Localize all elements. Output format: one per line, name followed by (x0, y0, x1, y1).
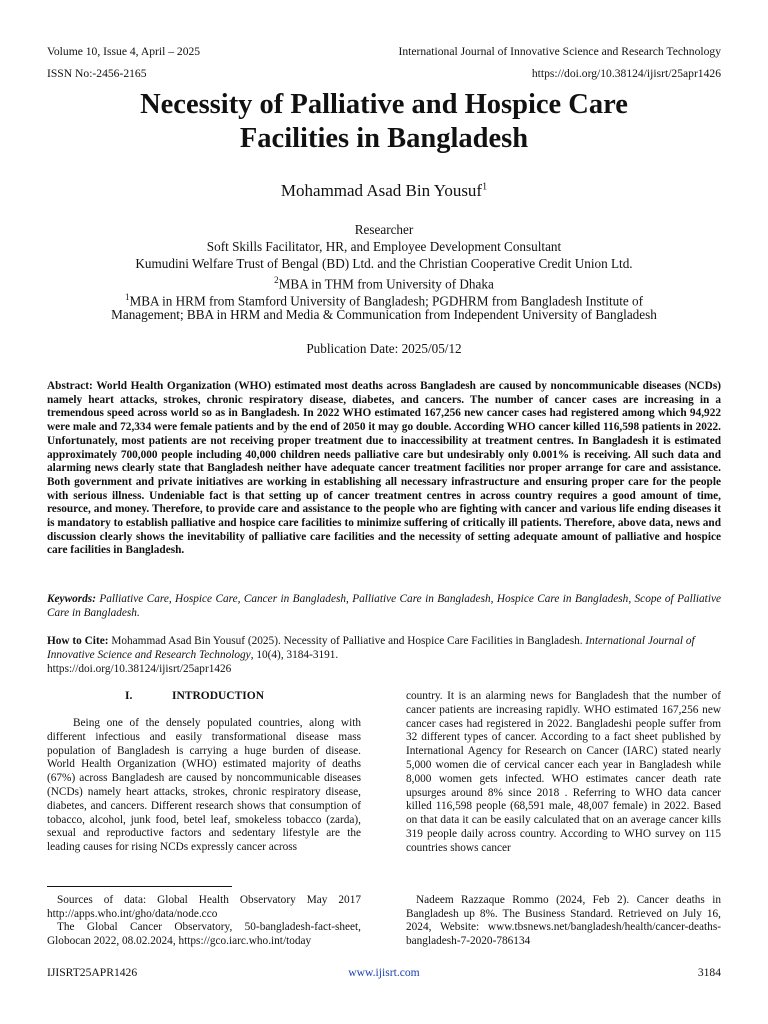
left-column (47, 717, 361, 855)
footnote-2: The Global Cancer Observatory, 50-bangladesh-fact-sheet, Globocan 2022, 08.02.2024, https://gco.iarc.who.int/today (47, 921, 361, 947)
keywords-label: Keywords: (47, 593, 96, 605)
author-superscript: 1 (482, 181, 488, 193)
paper-title (0, 88, 768, 156)
keywords (47, 592, 721, 620)
publication-date: Publication Date: 2025/05/12 (306, 341, 462, 356)
affiliation-degree-2: $^2$MBA in THM from University of Dhaka (274, 275, 494, 292)
how-to-cite (47, 634, 721, 676)
affiliation-degree-1: $^1$MBA in HRM from Stamford University of Bangladesh; PGDHRM from Bangladesh Institute of (124, 292, 644, 309)
footnote-3: Nadeem Razzaque Rommo (2024, Feb 2). Cancer deaths in Bangladesh up 8%. The Business Standard. Retrieved on July 16, 2024, Website: www.tbsnews.net/bangladesh/health/cancer-deaths-bangladesh-7-2020-786134 (406, 894, 721, 947)
section-number: I. (125, 690, 133, 702)
affiliation-degree-1-continued: Management; BBA in HRM and Media & Communication from Independent University of Bangladesh (111, 307, 657, 322)
page-number: 3184 (697, 966, 721, 979)
affiliation-position: Soft Skills Facilitator, HR, and Employee Development Consultant (206, 239, 562, 254)
title-line-1: Necessity of Palliative and Hospice Care (140, 89, 628, 120)
intro-paragraph-continued: country. It is an alarming news for Bangladesh that the number of cancer patients are increasing rapidly. WHO estimated 167,256 new cancer cases had registered in 2022. Bangladeshi people suffer from 32 different types of cancer. According to a fact sheet published by International Agency for Research on Cancer (IARC) stated nearly 5,000 women die of cervical cancer each year in Bangladesh while 8,000 women gets infected. WHO estimates cancer death rate upsurges around 8% since 2018 . Referring to WHO data cancer killed 116,598 people (68,591 male, 48,007 female) in 2022. Based on that data it can be easily calculated that on an average cancer kills 319 people daily across country. According to WHO survey on 115 countries shows cancer (406, 690, 721, 854)
issn: ISSN No:-2456-2165 (47, 67, 147, 80)
footnote-right (406, 894, 721, 948)
author (0, 181, 768, 201)
footnote-1: Sources of data: Global Health Observatory May 2017 http://apps.who.int/gho/data/node.cco (47, 894, 361, 920)
affiliation-role: Researcher (354, 222, 414, 237)
right-column (406, 690, 721, 856)
abstract-text: World Health Organization (WHO) estimated most deaths across Bangladesh are caused by noncommunicable diseases (NCDs) namely heart attacks, strokes, chronic respiratory disease, diabetes, and cancers. The number of cancer cases are increasing in a tremendous speed across world so as in Bangladesh. In 2022 WHO estimated 167,256 new cancer cases had registered among which 94,922 were male and 72,334 were female patients and by the end of 2050 it may go double. According WHO cancer killed 116,598 patients in 2022. Unfortunately, most patients are not receiving proper treatment due to inaccessibility at treatment centres. In Bangladesh it is estimated approximately 700,000 people including 40,000 children needs palliative care but undesirably only 0.001% is receiving. All such data and alarming news clearly state that Bangladesh neither have adequate cancer treatment facilities nor proper arrange for care and assistance. Both government and private initiatives are working in establishing all necessary infrastructure and ensuring proper care for the people with serious illness. Undeniable fact is that setting up of cancer treatment centres in across country requires a good amount of time, resource, and money. Therefore, to provide care and assistance to the people who are fighting with cancer and various life ending diseases it is mandatory to establish palliative and hospice care facilities to minimize suffering of critically ill patients. Therefore, above data, news and discussion clearly shows the inevitability of palliative care facilities and the necessity of setting adequate amount of palliative and hospice care facilities in Bangladesh. (47, 380, 721, 557)
cite-journal: International Journal of Innovative Science and Research Technology (47, 635, 695, 661)
author-name: Mohammad Asad Bin Yousuf (280, 181, 483, 200)
journal-name: International Journal of Innovative Science and Research Technology (398, 45, 721, 58)
section-title: INTRODUCTION (172, 690, 265, 702)
cite-issue: , 10(4), 3184-3191. (250, 649, 339, 661)
cite-text: Mohammad Asad Bin Yousuf (2025). Necessity of Palliative and Hospice Care Facilities in Bangladesh. (111, 635, 583, 647)
affiliation-organization: Kumudini Welfare Trust of Bengal (BD) Ltd. and the Christian Cooperative Credit Union Ltd. (135, 256, 633, 271)
cite-doi-link[interactable]: https://doi.org/10.38124/ijisrt/25apr1426 (47, 663, 232, 675)
footer-website-link[interactable]: www.ijisrt.com (348, 966, 420, 979)
abstract (47, 380, 721, 558)
footnotes-left (47, 894, 361, 948)
abstract-label: Abstract: (47, 380, 93, 392)
doi-link[interactable]: https://doi.org/10.38124/ijisrt/25apr1426 (531, 67, 721, 80)
title-line-2: Facilities in Bangladesh (239, 123, 529, 154)
intro-paragraph: Being one of the densely populated countries, along with different infectious and easily transformational disease mass population of Bangladesh is carrying a huge burden of disease. World Health Organization (WHO) estimated majority of deaths (67%) across Bangladesh are caused by noncommunicable diseases (NCDs) namely heart attacks, strokes, chronic respiratory disease, diabetes, and cancers. Different research shows that consumption of tobacco, alcohol, junk food, betel leaf, smokeless tobacco (zarda), sexual and reproductive factors and sedentary lifestyle are the leading causes for rising NCDs expressly cancer across (47, 717, 361, 854)
cite-label: How to Cite: (47, 635, 109, 647)
footer-article-id: IJISRT25APR1426 (47, 966, 138, 979)
volume-info: Volume 10, Issue 4, April – 2025 (47, 45, 201, 58)
keywords-text: Palliative Care, Hospice Care, Cancer in Bangladesh, Palliative Care in Bangladesh, Hospice Care in Bangladesh, Scope of Palliative Care in Bangladesh. (47, 593, 721, 619)
footnote-rule (47, 886, 232, 887)
